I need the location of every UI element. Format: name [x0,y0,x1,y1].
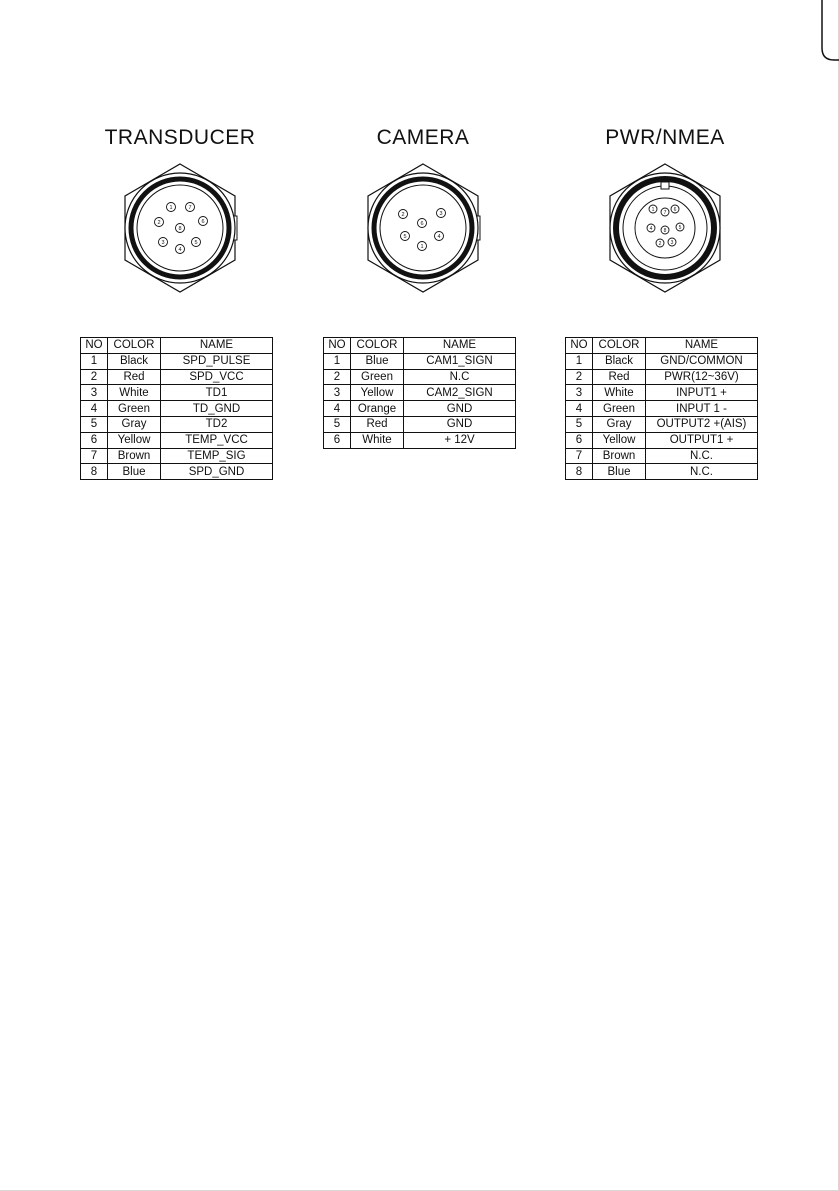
cell-color: Blue [108,464,161,480]
cell-no: 2 [81,369,108,385]
table-row [81,448,273,464]
pin-label: 1 [651,207,655,213]
cell-no: 2 [566,369,593,385]
table-header-row [81,338,273,354]
table-row [566,448,758,464]
pwr-nmea-connector-drawing [599,162,731,294]
cell-color: Gray [593,416,646,432]
cell-name: OUTPUT1 + [646,432,758,448]
header-color: COLOR [593,338,646,354]
pin-label: 2 [157,220,161,226]
pin-label: 5 [678,225,682,231]
cell-no: 4 [566,401,593,417]
pin-label: 4 [649,226,653,232]
cell-no: 5 [324,416,351,432]
cell-color: Blue [593,464,646,480]
page-corner-mark [0,0,839,80]
cell-no: 6 [566,432,593,448]
cell-color: Red [108,369,161,385]
cell-no: 3 [324,385,351,401]
table-row [324,416,516,432]
header-name: NAME [161,338,273,354]
header-color: COLOR [108,338,161,354]
cell-color: Yellow [351,385,404,401]
cell-name: SPD_GND [161,464,273,480]
cell-color: Green [351,369,404,385]
pin-label: 8 [178,226,182,232]
pin-label: 4 [437,234,441,240]
cell-color: White [593,385,646,401]
cell-name: SPD_PULSE [161,353,273,369]
table-row [324,385,516,401]
table-row [81,432,273,448]
cell-no: 8 [81,464,108,480]
table-row [324,369,516,385]
cell-name: TEMP_VCC [161,432,273,448]
pin-label: 5 [403,234,407,240]
cell-no: 6 [324,432,351,448]
cell-name: GND [404,401,516,417]
cell-color: Green [108,401,161,417]
cell-name: + 12V [404,432,516,448]
cell-no: 4 [81,401,108,417]
cell-name: N.C. [646,448,758,464]
cell-color: Gray [108,416,161,432]
pin-label: 7 [663,210,667,216]
cell-name: CAM1_SIGN [404,353,516,369]
connector-title: TRANSDUCER [104,126,256,149]
cell-color: White [108,385,161,401]
table-row [566,464,758,480]
cell-name: TD1 [161,385,273,401]
cell-name: INPUT 1 - [646,401,758,417]
camera-pin-table [323,337,516,449]
cell-name: N.C. [646,464,758,480]
pin-label: 6 [201,219,205,225]
cell-name: TD_GND [161,401,273,417]
camera-connector-drawing [357,162,489,294]
table-row [81,369,273,385]
header-name: NAME [404,338,516,354]
pin-label: 4 [178,247,182,253]
cell-color: Yellow [593,432,646,448]
pin-label: 3 [670,240,674,246]
table-row [324,432,516,448]
table-header-row [566,338,758,354]
pin-label: 3 [439,211,443,217]
table-row [566,416,758,432]
cell-color: Black [593,353,646,369]
table-row [81,385,273,401]
transducer-connector-drawing [114,162,246,294]
table-row [324,401,516,417]
cell-color: White [351,432,404,448]
pin-label: 5 [194,240,198,246]
cell-color: Orange [351,401,404,417]
pin-label: 3 [161,240,165,246]
pin-label: 8 [663,228,667,234]
cell-no: 5 [566,416,593,432]
cell-no: 8 [566,464,593,480]
cell-color: Red [351,416,404,432]
cell-color: Yellow [108,432,161,448]
pin-label: 6 [420,221,424,227]
transducer-pin-table [80,337,273,480]
table-row [566,401,758,417]
pin-label: 2 [658,241,662,247]
cell-no: 7 [566,448,593,464]
table-row [566,353,758,369]
cell-no: 4 [324,401,351,417]
cell-color: Brown [108,448,161,464]
table-row [324,353,516,369]
cell-no: 5 [81,416,108,432]
cell-name: PWR(12~36V) [646,369,758,385]
connector-title: CAMERA [376,126,470,149]
pin-label: 1 [420,244,424,250]
cell-color: Black [108,353,161,369]
header-no: NO [566,338,593,354]
cell-name: OUTPUT2 +(AIS) [646,416,758,432]
table-row [81,464,273,480]
insert-face [380,185,466,271]
table-row [81,353,273,369]
cell-color: Red [593,369,646,385]
table-row [566,432,758,448]
cell-name: TD2 [161,416,273,432]
cell-name: TEMP_SIG [161,448,273,464]
cell-no: 3 [566,385,593,401]
header-color: COLOR [351,338,404,354]
cell-name: SPD_VCC [161,369,273,385]
cell-name: INPUT1 + [646,385,758,401]
cell-no: 1 [324,353,351,369]
header-name: NAME [646,338,758,354]
pwr-nmea-pin-table [565,337,758,480]
connector-title: PWR/NMEA [605,126,725,149]
pin-label: 1 [169,205,173,211]
cell-name: CAM2_SIGN [404,385,516,401]
cell-name: N.C [404,369,516,385]
cell-name: GND [404,416,516,432]
cell-name: GND/COMMON [646,353,758,369]
table-row [566,369,758,385]
table-header-row [324,338,516,354]
cell-no: 6 [81,432,108,448]
cell-color: Green [593,401,646,417]
cell-color: Blue [351,353,404,369]
header-no: NO [324,338,351,354]
header-no: NO [81,338,108,354]
cell-no: 3 [81,385,108,401]
cell-no: 2 [324,369,351,385]
pin-label: 6 [673,207,677,213]
cell-no: 7 [81,448,108,464]
key-notch [661,182,669,189]
pin-label: 2 [401,212,405,218]
table-row [81,401,273,417]
cell-no: 1 [81,353,108,369]
table-row [81,416,273,432]
table-row [566,385,758,401]
pin-label: 7 [188,205,192,211]
cell-color: Brown [593,448,646,464]
cell-no: 1 [566,353,593,369]
